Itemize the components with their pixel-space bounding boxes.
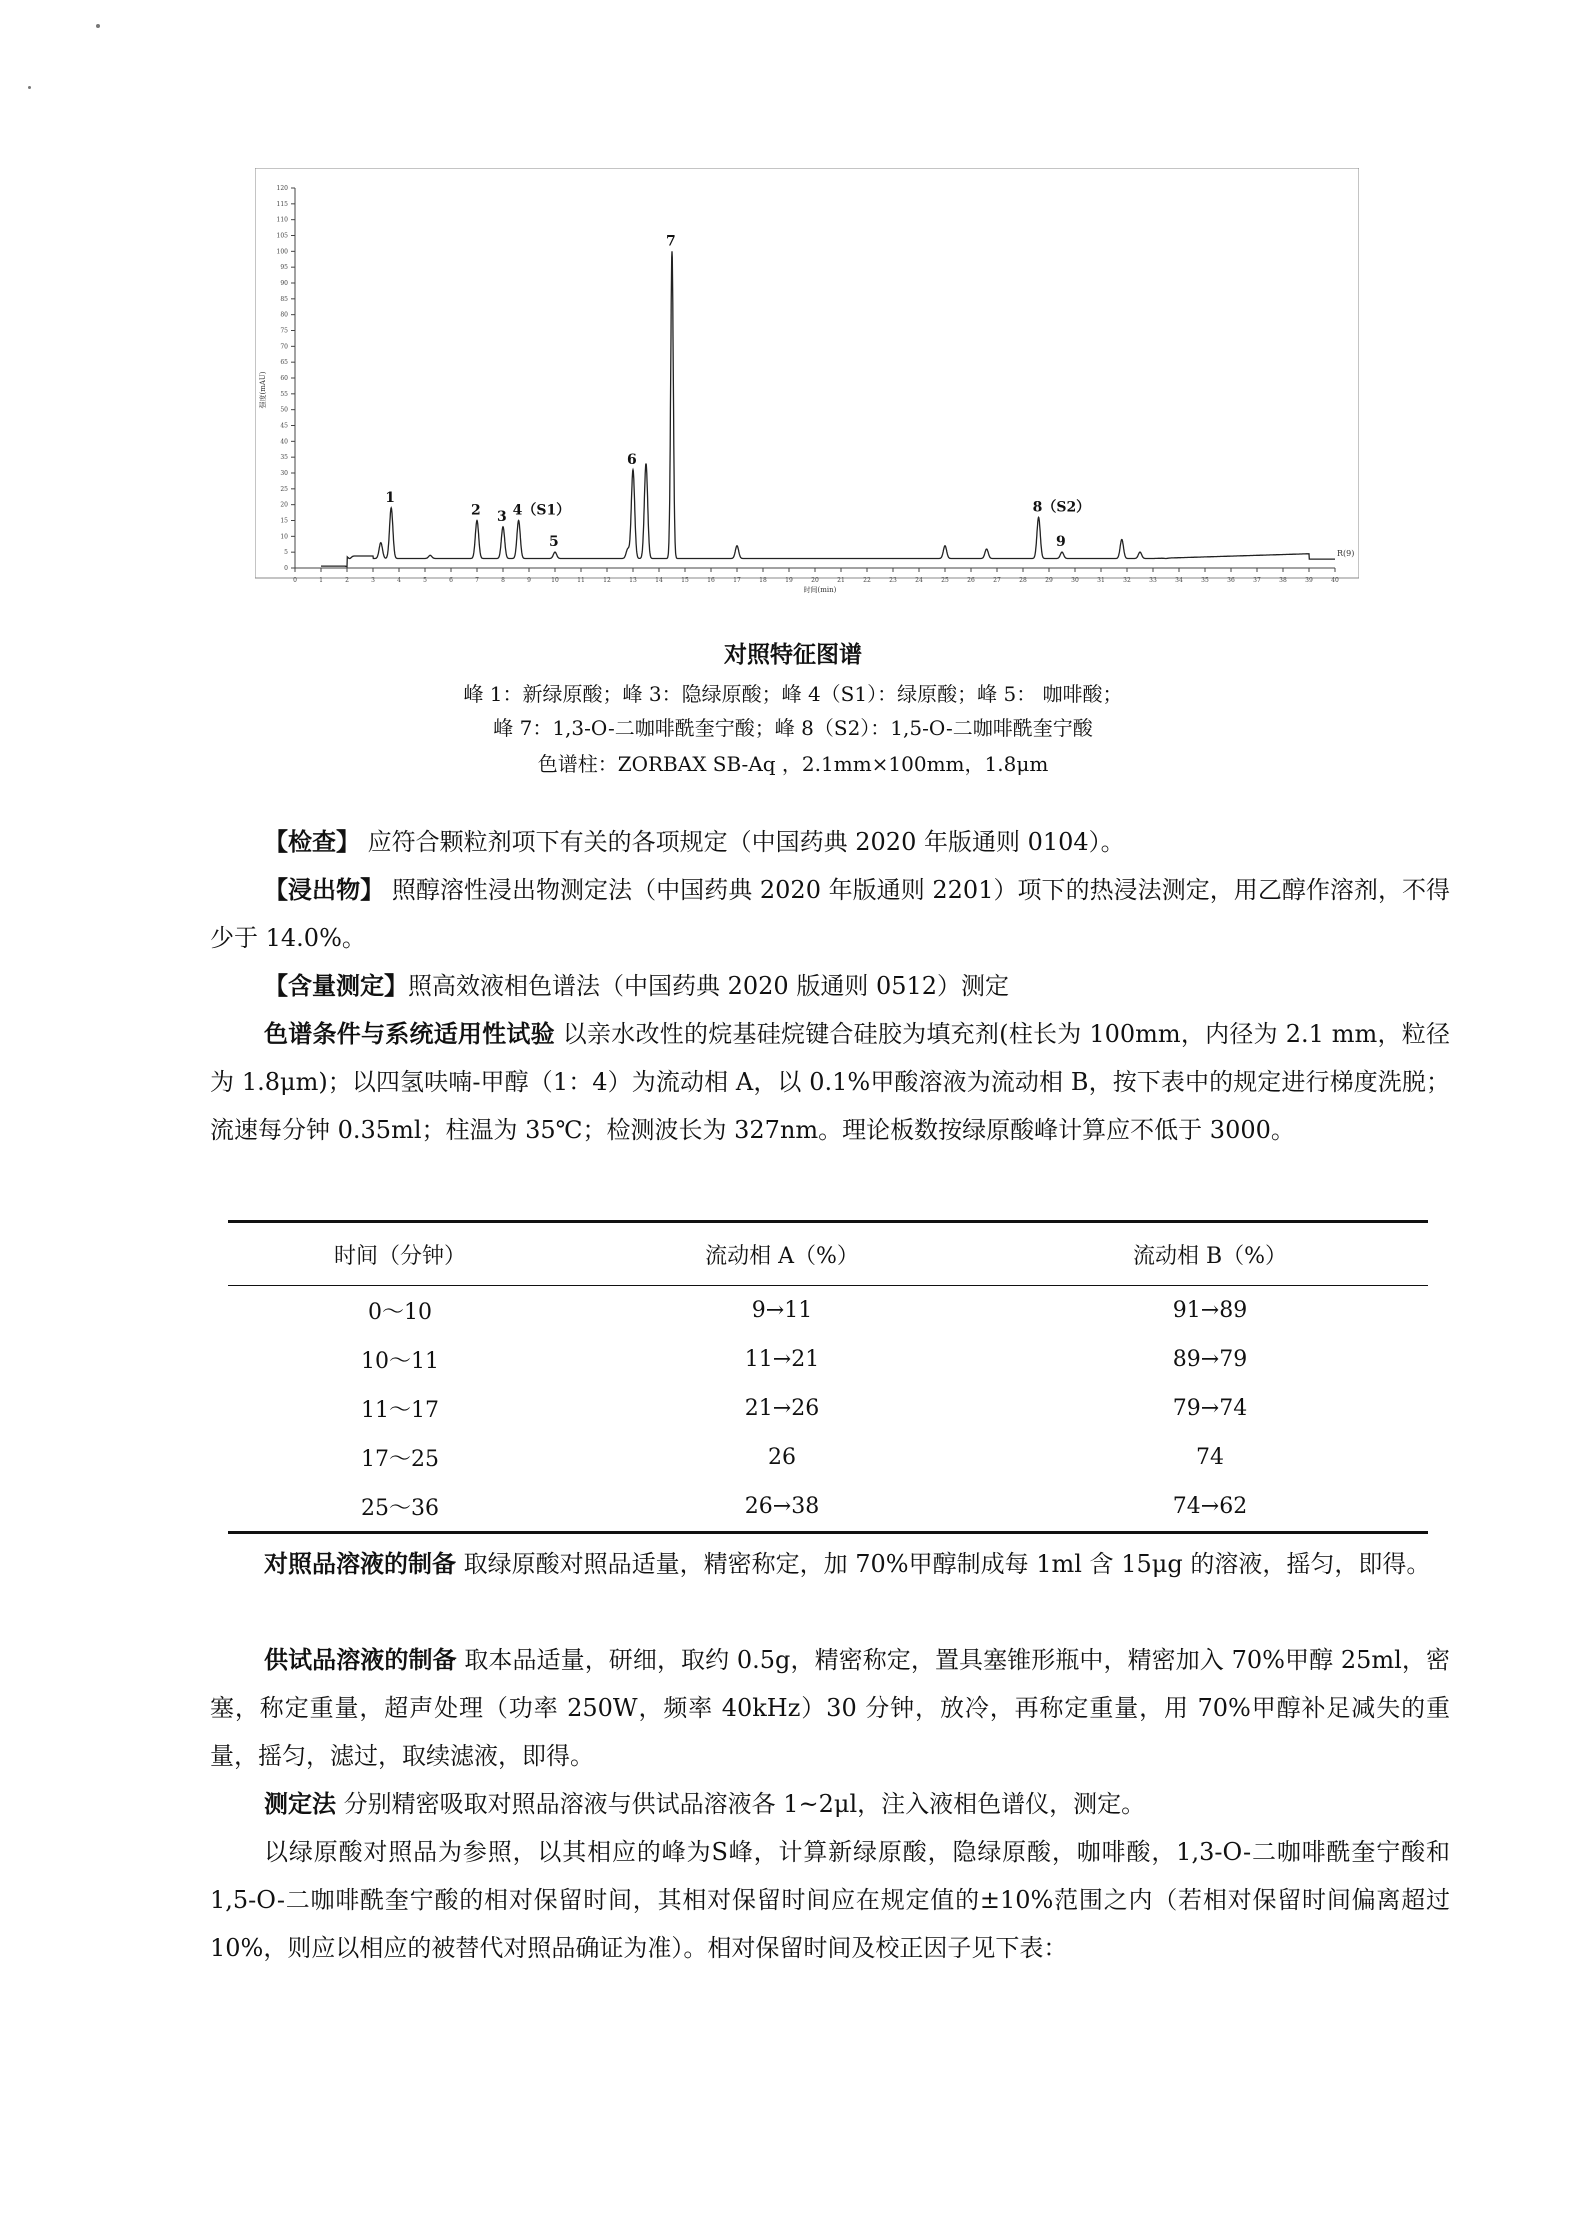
- peak-label: 5: [549, 534, 559, 551]
- x-tick-label: 25: [941, 577, 949, 584]
- chart-caption-peaks-1: 峰 1：新绿原酸；峰 3：隐绿原酸；峰 4（S1）：绿原酸；峰 5： 咖啡酸；: [463, 682, 1123, 706]
- table-cell: 26→38: [744, 1494, 820, 1519]
- x-tick-label: 12: [603, 577, 611, 584]
- table-cell: 74→62: [1172, 1494, 1248, 1519]
- table-row: [228, 1384, 1428, 1433]
- x-axis-label: 时间(min): [803, 586, 837, 594]
- x-tick-label: 19: [785, 577, 793, 584]
- section-jinchuwu: [210, 866, 1450, 962]
- gradient-table: [228, 1220, 1428, 1534]
- x-tick-label: 10: [551, 577, 559, 584]
- section-hanliang: [210, 962, 1450, 1010]
- x-tick-label: 28: [1019, 577, 1027, 584]
- table-header-cell: 时间（分钟）: [333, 1243, 466, 1269]
- x-tick-label: 29: [1045, 577, 1053, 584]
- table-cell: 11→21: [744, 1347, 820, 1372]
- peak-label: 7: [666, 233, 676, 250]
- table-cell: 9→11: [751, 1298, 813, 1323]
- y-tick-label: 25: [280, 485, 288, 493]
- trace-end-label: R(9): [1337, 549, 1355, 558]
- section-heading: 对照品溶液的制备: [264, 1550, 456, 1578]
- peak-label: 3: [497, 508, 507, 525]
- y-tick-label: 20: [280, 501, 288, 509]
- table-cell: 17～25: [361, 1447, 439, 1472]
- x-tick-label: 39: [1305, 577, 1313, 584]
- y-tick-label: 80: [280, 311, 288, 319]
- chromatogram-svg: [255, 168, 1359, 598]
- x-tick-label: 27: [993, 577, 1001, 584]
- x-tick-label: 36: [1227, 577, 1235, 584]
- peak-label: 9: [1056, 534, 1066, 551]
- x-tick-label: 26: [967, 577, 975, 584]
- x-tick-label: 8: [501, 577, 505, 584]
- x-tick-label: 22: [863, 577, 871, 584]
- section-sepu: [210, 1010, 1450, 1154]
- chromatogram-trace: [321, 251, 1335, 567]
- table-header-cell: 流动相 B（%）: [1132, 1243, 1288, 1269]
- section-text: 取本品适量，研细，取约 0.5g，精密称定，置具塞锥形瓶中，精密加入 70%甲醇 25ml，密塞，称定重量，超声处理（功率 250W，频率 40kHz）30 分钟，放冷，再称定重量，用 70%甲醇补足减失的重量，摇匀，滤过，取续滤液，即得。: [210, 1646, 1450, 1770]
- x-tick-label: 32: [1123, 577, 1131, 584]
- chart-caption-title: 对照特征图谱: [724, 641, 862, 668]
- y-tick-label: 120: [276, 185, 288, 192]
- y-tick-label: 60: [280, 375, 288, 382]
- y-tick-label: 105: [276, 232, 288, 240]
- scan-speck: [28, 86, 31, 89]
- x-tick-label: 15: [681, 577, 689, 584]
- section-duizhao: [210, 1540, 1450, 1588]
- x-tick-label: 23: [889, 577, 897, 584]
- table-cell: 0～10: [368, 1300, 432, 1325]
- y-tick-label: 85: [280, 295, 288, 303]
- section-ceding: [210, 1780, 1450, 1828]
- peak-label: 6: [627, 451, 637, 468]
- table-row: [228, 1433, 1428, 1482]
- x-tick-label: 1: [319, 577, 323, 584]
- section-final: [210, 1828, 1450, 1972]
- section-heading: 测定法: [264, 1790, 336, 1818]
- section-jiancha: [210, 818, 1450, 866]
- table-cell: 11～17: [361, 1398, 439, 1423]
- chart-ticks: [277, 185, 1339, 584]
- table-row: [228, 1286, 1428, 1335]
- y-tick-label: 10: [280, 533, 288, 541]
- table-bottom-rule: [228, 1531, 1428, 1534]
- peak-label: 1: [385, 489, 395, 506]
- x-tick-label: 14: [655, 577, 663, 584]
- x-tick-label: 11: [577, 577, 585, 584]
- x-tick-label: 3: [371, 577, 375, 584]
- y-tick-label: 50: [280, 406, 288, 414]
- y-tick-label: 40: [280, 438, 288, 446]
- x-tick-label: 33: [1149, 577, 1157, 584]
- peak-label: 8（S2）: [1032, 499, 1091, 516]
- y-tick-label: 75: [280, 327, 288, 335]
- x-tick-label: 35: [1201, 577, 1209, 584]
- x-tick-label: 4: [397, 577, 401, 584]
- y-tick-label: 70: [280, 343, 288, 351]
- section-text: 取绿原酸对照品适量，精密称定，加 70%甲醇制成每 1ml 含 15μg 的溶液，摇匀，即得。: [456, 1550, 1431, 1578]
- section-gongshi: [210, 1636, 1450, 1780]
- y-tick-label: 15: [280, 517, 288, 525]
- table-cell: 91→89: [1172, 1298, 1248, 1323]
- chromatogram-chart: [255, 168, 1359, 598]
- section-heading: 供试品溶液的制备: [264, 1646, 457, 1674]
- section-text: 应符合颗粒剂项下有关的各项规定（中国药典 2020 年版通则 0104）。: [360, 828, 1125, 856]
- section-text: 以绿原酸对照品为参照，以其相应的峰为S峰，计算新绿原酸，隐绿原酸，咖啡酸，1,3-O-二咖啡酰奎宁酸和 1,5-O-二咖啡酰奎宁酸的相对保留时间，其相对保留时间应在规定值的±10%范围之内（若相对保留时间偏离超过 10%，则应以相应的被替代对照品确证为准）。相对保留时间及校正因子见下表：: [210, 1838, 1450, 1962]
- scan-speck: [96, 24, 100, 28]
- section-heading: 【检查】: [264, 828, 360, 856]
- y-tick-label: 100: [276, 248, 288, 256]
- table-cell: 79→74: [1172, 1396, 1248, 1421]
- table-cell: 21→26: [744, 1396, 820, 1421]
- table-header-cell: 流动相 A（%）: [705, 1243, 859, 1269]
- y-axis-label: 强度(mAU): [259, 371, 267, 409]
- y-tick-label: 5: [284, 549, 288, 557]
- section-heading: 【含量测定】: [264, 972, 408, 1000]
- y-tick-label: 115: [276, 200, 288, 208]
- x-tick-label: 18: [759, 577, 767, 584]
- x-tick-label: 17: [733, 577, 741, 584]
- peak-labels: [385, 233, 1090, 550]
- section-text: 分别精密吸取对照品溶液与供试品溶液各 1~2μl，注入液相色谱仪，测定。: [336, 1790, 1146, 1818]
- y-tick-label: 95: [280, 264, 288, 272]
- table-cell: 26: [768, 1445, 796, 1470]
- x-tick-label: 38: [1279, 577, 1287, 584]
- x-tick-label: 37: [1253, 577, 1261, 584]
- x-tick-label: 7: [475, 577, 479, 584]
- x-tick-label: 2: [345, 577, 349, 584]
- section-heading: 色谱条件与系统适用性试验: [264, 1020, 555, 1048]
- x-tick-label: 9: [527, 577, 531, 584]
- x-tick-label: 13: [629, 577, 637, 584]
- x-tick-label: 40: [1331, 577, 1339, 584]
- x-tick-label: 31: [1097, 577, 1105, 584]
- x-tick-label: 0: [293, 577, 297, 584]
- table-cell: 89→79: [1172, 1347, 1248, 1372]
- x-tick-label: 30: [1071, 577, 1079, 584]
- x-tick-label: 21: [837, 577, 845, 584]
- section-text: 照醇溶性浸出物测定法（中国药典 2020 年版通则 2201）项下的热浸法测定，用乙醇作溶剂，不得少于 14.0%。: [210, 876, 1451, 952]
- y-tick-label: 30: [280, 470, 288, 477]
- table-header-row: [228, 1223, 1428, 1285]
- table-cell: 10～11: [361, 1349, 439, 1374]
- x-tick-label: 20: [811, 577, 819, 584]
- x-tick-label: 6: [449, 577, 453, 584]
- section-text: 以亲水改性的烷基硅烷键合硅胶为填充剂(柱长为 100mm，内径为 2.1 mm，粒径为 1.8μm)；以四氢呋喃-甲醇（1：4）为流动相 A，以 0.1%甲酸溶液为流动相 B，按下表中的规定进行梯度洗脱；流速每分钟 0.35ml；柱温为 35℃；检测波长为 327nm。理论板数按绿原酸峰计算应不低于 3000。: [210, 1020, 1451, 1144]
- y-tick-label: 110: [276, 216, 288, 224]
- y-tick-label: 45: [280, 422, 288, 430]
- table-row: [228, 1335, 1428, 1384]
- peak-label: 2: [471, 502, 481, 519]
- table-row: [228, 1482, 1428, 1531]
- table-cell: 74: [1196, 1445, 1224, 1470]
- chart-caption-peaks-2: 峰 7：1,3-O-二咖啡酰奎宁酸；峰 8（S2）：1,5-O-二咖啡酰奎宁酸: [493, 716, 1093, 740]
- y-tick-label: 65: [280, 359, 288, 367]
- chart-frame: [255, 168, 1359, 578]
- table-cell: 25～36: [361, 1496, 439, 1521]
- peak-label: 4（S1）: [512, 502, 571, 519]
- x-tick-label: 5: [423, 577, 427, 584]
- y-tick-label: 55: [280, 390, 288, 398]
- y-tick-label: 35: [280, 454, 288, 462]
- y-tick-label: 90: [280, 280, 288, 287]
- x-tick-label: 24: [915, 577, 923, 584]
- y-tick-label: 0: [284, 565, 288, 572]
- section-text: 照高效液相色谱法（中国药典 2020 版通则 0512）测定: [408, 972, 1010, 1000]
- chart-caption-column: 色谱柱：ZORBAX SB-Aq ，2.1mm×100mm，1.8μm: [537, 752, 1049, 776]
- x-tick-label: 16: [707, 577, 715, 584]
- chart-axes: [295, 188, 1335, 568]
- x-tick-label: 34: [1175, 577, 1183, 584]
- section-heading: 【浸出物】: [264, 876, 385, 904]
